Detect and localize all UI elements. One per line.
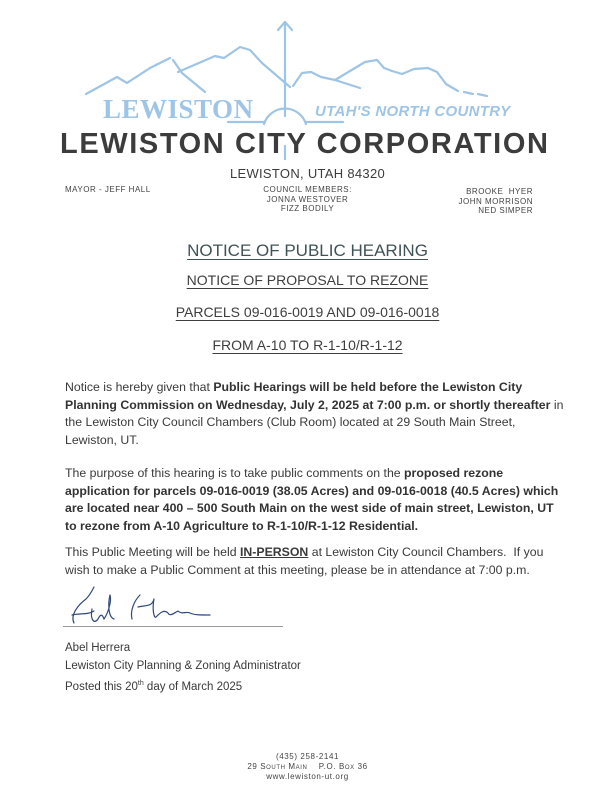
in-person-emphasis: IN-PERSON [239, 545, 309, 559]
paragraph-hearing-notice [65, 379, 565, 449]
paragraph-meeting [65, 544, 565, 579]
council-member: JOHN MORRISON [458, 196, 533, 206]
text-bold: Public Hearings will be held before the Lewiston City Planning Commission on Wednesday, July 2, 2025 at 7:00 p.m. or shortly thereafter [65, 380, 551, 412]
footer-po-box: P.O. Box 36 [318, 762, 368, 771]
council-member: BROOKE HYER [466, 187, 533, 196]
city-state-zip: LEWISTON, UTAH 84320 [229, 166, 386, 181]
council-member: JONNA WESTOVER [266, 194, 349, 204]
footer-website[interactable]: www.lewiston-ut.org [266, 772, 349, 781]
organization-name: LEWISTON CITY CORPORATION [60, 128, 550, 160]
text: day of March 2025 [143, 680, 243, 693]
text: This Public Meeting will be held [65, 545, 240, 559]
notice-title: NOTICE OF PUBLIC HEARING [187, 241, 428, 260]
text: The purpose of this hearing is to take public comments on the [65, 466, 405, 480]
council-heading: COUNCIL MEMBERS: [263, 185, 352, 194]
footer-phone: (435) 258-2141 [275, 752, 340, 761]
posted-date [65, 675, 301, 696]
text-bold: proposed rezone application for parcels 09-016-0019 (38.05 Acres) and 09-016-0018 (40.5 Acres) which are located near 400 – 500 South Main on the west side of main street, Lewiston, UT to rezone from A-10 Agriculture to R-1-10/R-1-12 Residential. [65, 466, 559, 533]
footer-address-line [0, 762, 615, 772]
text: in the Lewiston City Council Chambers (Club Room) located at 29 South Main Street, Lewiston, UT. [65, 397, 564, 447]
footer-address: 29 South Main [247, 762, 308, 771]
signature-line [63, 626, 283, 627]
council-member: NED SIMPER [478, 206, 533, 215]
text: at Lewiston City Council Chambers. If you wish to make a Public Comment at this meeting, please be in attendance at 7:00 p.m. [65, 545, 547, 577]
council-members-center [200, 185, 415, 214]
zoning-heading: FROM A-10 TO R-1-10/R-1-12 [212, 337, 403, 353]
logo-wordmark: LEWISTON [103, 94, 254, 124]
council-members-right [459, 187, 534, 216]
ordinal-suffix: th [137, 680, 144, 687]
logo-tagline: UTAH'S NORTH COUNTRY [315, 103, 511, 120]
notice-subtitle: NOTICE OF PROPOSAL TO REZONE [186, 272, 429, 288]
signer-name: Abel Herrera [65, 642, 131, 654]
text: Posted this 20 [65, 680, 138, 693]
council-member: FIZZ BODILY [280, 204, 335, 213]
text: Notice is hereby given that [65, 380, 214, 394]
parcels-heading: PARCELS 09-016-0019 AND 09-016-0018 [175, 304, 440, 320]
mayor-name: MAYOR - JEFF HALL [65, 185, 151, 194]
paragraph-purpose [65, 465, 565, 535]
signer-title: Lewiston City Planning & Zoning Administrator [65, 659, 301, 672]
footer-contact [0, 752, 615, 782]
handwritten-signature [60, 585, 290, 630]
signature-block [65, 640, 301, 696]
